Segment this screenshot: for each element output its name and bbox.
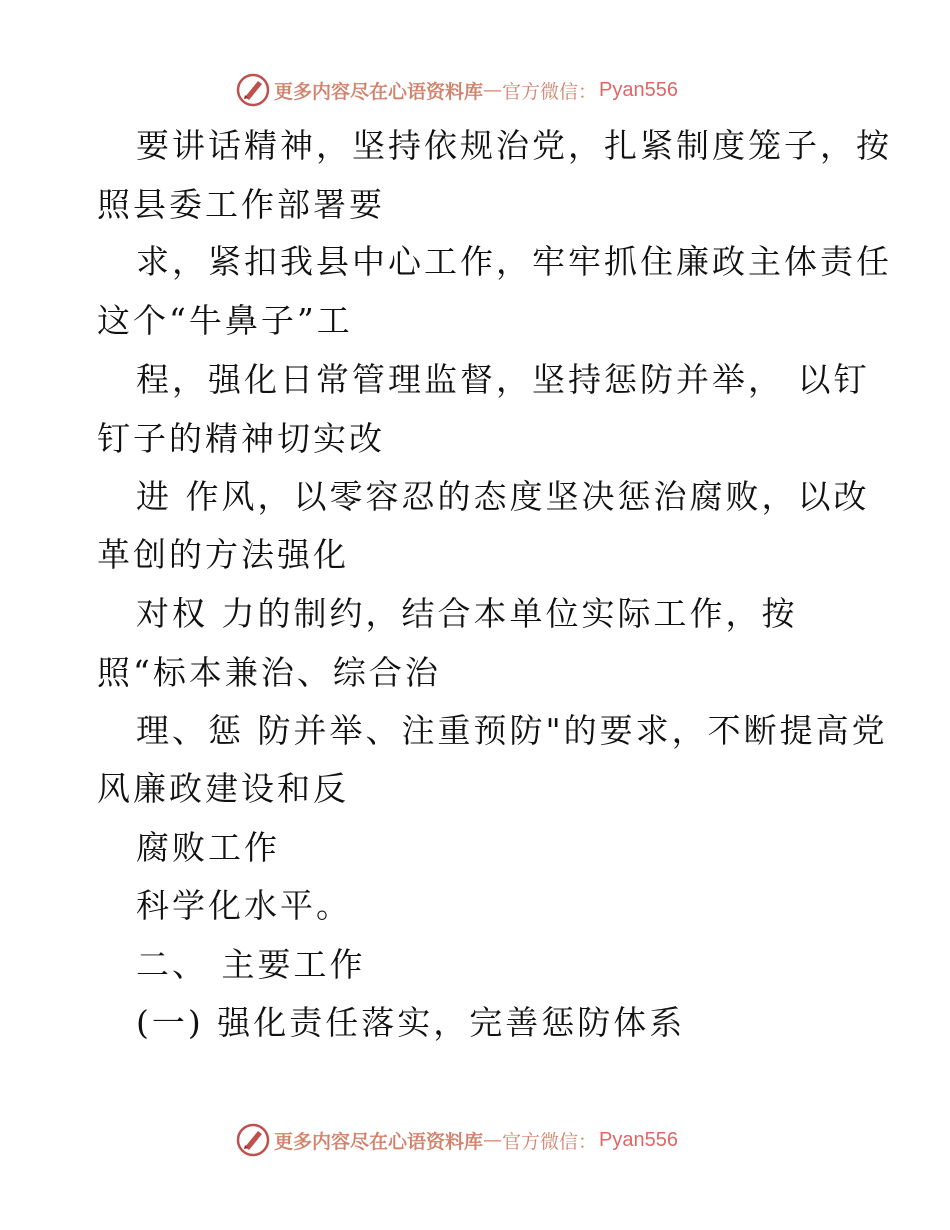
watermark-main-text: 更多内容尽在心语资料库 (274, 80, 484, 103)
body-line: 科学化水平。 (136, 886, 352, 925)
logo-icon (236, 1123, 270, 1157)
body-line: 照县委工作部署要 (97, 185, 385, 224)
body-line: 风廉政建设和反 (97, 769, 349, 808)
body-line: 程，强化日常管理监督，坚持惩防并举， 以钉 (136, 360, 870, 399)
section-heading: 二、 主要工作 (136, 945, 366, 984)
footer-watermark (236, 1123, 678, 1157)
body-line: 进 作风，以零容忍的态度坚决惩治腐败，以改 (136, 477, 870, 516)
body-line: 钉子的精神切实改 (97, 419, 385, 458)
body-line: 要讲话精神，坚持依规治党，扎紧制度笼子，按 (136, 126, 892, 165)
body-line: 照“标本兼治、综合治 (97, 653, 441, 692)
body-line: 理、惩 防并举、注重预防"的要求，不断提高党 (136, 711, 888, 750)
watermark-separator: — (483, 1129, 503, 1151)
watermark-wechat-id: Pyan556 (599, 78, 678, 101)
watermark-separator: — (483, 79, 503, 101)
body-line: 革创的方法强化 (97, 535, 349, 574)
body-line: 这个“牛鼻子”工 (97, 301, 353, 340)
watermark-label: 官方微信： (502, 1130, 598, 1153)
watermark-wechat-id: Pyan556 (599, 1128, 678, 1151)
body-line: 求，紧扣我县中心工作，牢牢抓住廉政主体责任 (136, 242, 892, 281)
subsection-heading: (一) 强化责任落实，完善惩防体系 (136, 1003, 686, 1042)
body-line: 对权 力的制约，结合本单位实际工作，按 (136, 594, 798, 633)
watermark-main-text: 更多内容尽在心语资料库 (274, 1130, 484, 1153)
body-line: 腐败工作 (136, 828, 280, 867)
watermark-label: 官方微信： (502, 80, 598, 103)
